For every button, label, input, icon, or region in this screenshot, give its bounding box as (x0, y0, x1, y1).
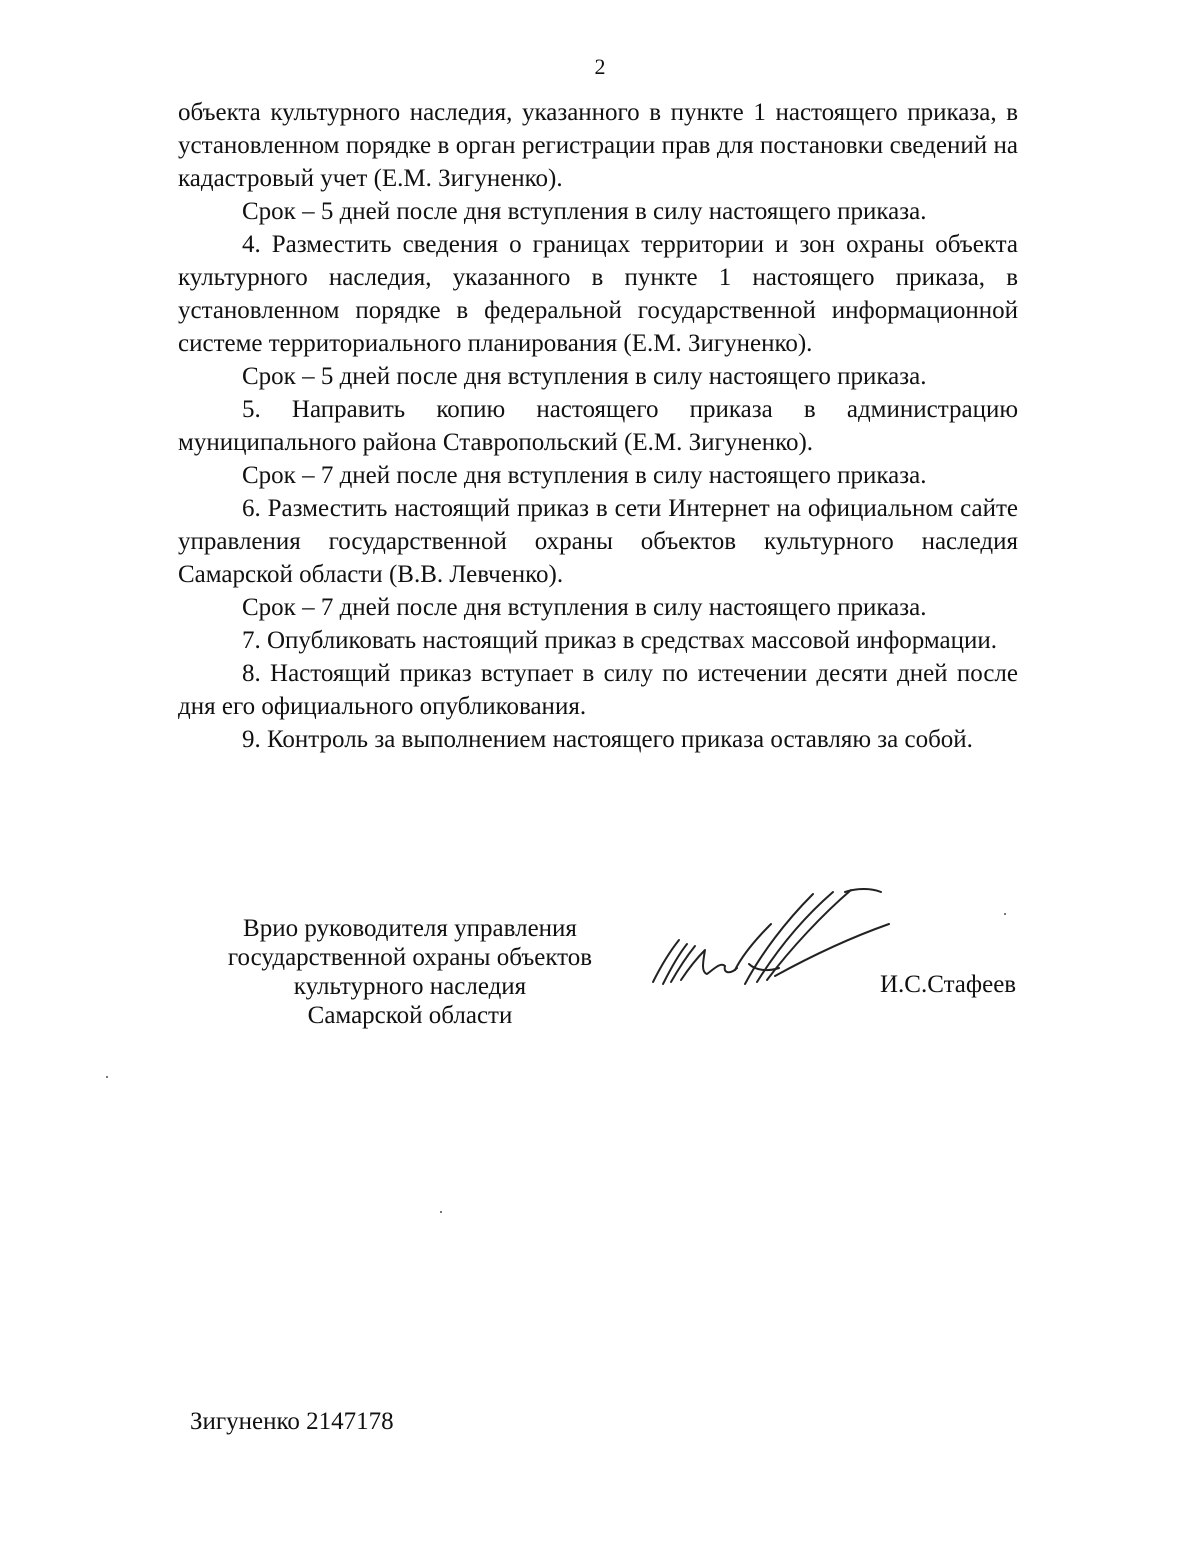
deadline-paragraph: Срок – 7 дней после дня вступления в силу настоящего приказа. (242, 594, 927, 621)
document-body (178, 96, 1018, 756)
signer-title (200, 914, 620, 1030)
scan-speck (1004, 913, 1006, 915)
signer-name: И.С.Стафеев (880, 971, 1017, 998)
paragraph-item-6: 6. Разместить настоящий приказ в сети Интернет на официальном сайте управления государственной охраны объектов культурного наследия Самарской области (В.В. Левченко). (178, 495, 1018, 588)
paragraph-item-8: 8. Настоящий приказ вступает в силу по истечении десяти дней после дня его официального опубликования. (178, 660, 1018, 720)
signer-title-line: государственной охраны объектов (227, 944, 593, 971)
signer-title-line: культурного наследия (293, 973, 527, 1000)
page-number: 2 (594, 54, 606, 79)
scan-speck (106, 1076, 108, 1078)
deadline-paragraph: Срок – 5 дней после дня вступления в силу настоящего приказа. (242, 198, 927, 225)
deadline-paragraph: Срок – 5 дней после дня вступления в силу настоящего приказа. (242, 363, 927, 390)
signer-title-line: Самарской области (307, 1002, 513, 1029)
signer-title-line: Врио руководителя управления (243, 915, 577, 942)
paragraph-item-9: 9. Контроль за выполнением настоящего приказа оставляю за собой. (242, 726, 973, 753)
paragraph-item-4: 4. Разместить сведения о границах территории и зон охраны объекта культурного наследия, указанного в пункте 1 настоящего приказа, в установленном порядке в федеральной государственной информационной системе территориального планирования (Е.М. Зигуненко). (178, 231, 1018, 357)
handwritten-signature (645, 884, 895, 1004)
paragraph: объекта культурного наследия, указанного в пункте 1 настоящего приказа, в установленном порядке в орган регистрации прав для постановки сведений на кадастровый учет (Е.М. Зигуненко). (178, 99, 1018, 192)
deadline-paragraph: Срок – 7 дней после дня вступления в силу настоящего приказа. (242, 462, 927, 489)
paragraph-item-5: 5. Направить копию настоящего приказа в администрацию муниципального района Ставропольский (Е.М. Зигуненко). (178, 396, 1018, 456)
paragraph-item-7: 7. Опубликовать настоящий приказ в средствах массовой информации. (242, 627, 998, 654)
scan-speck (440, 1211, 442, 1213)
executor-note: Зигуненко 2147178 (190, 1408, 394, 1435)
